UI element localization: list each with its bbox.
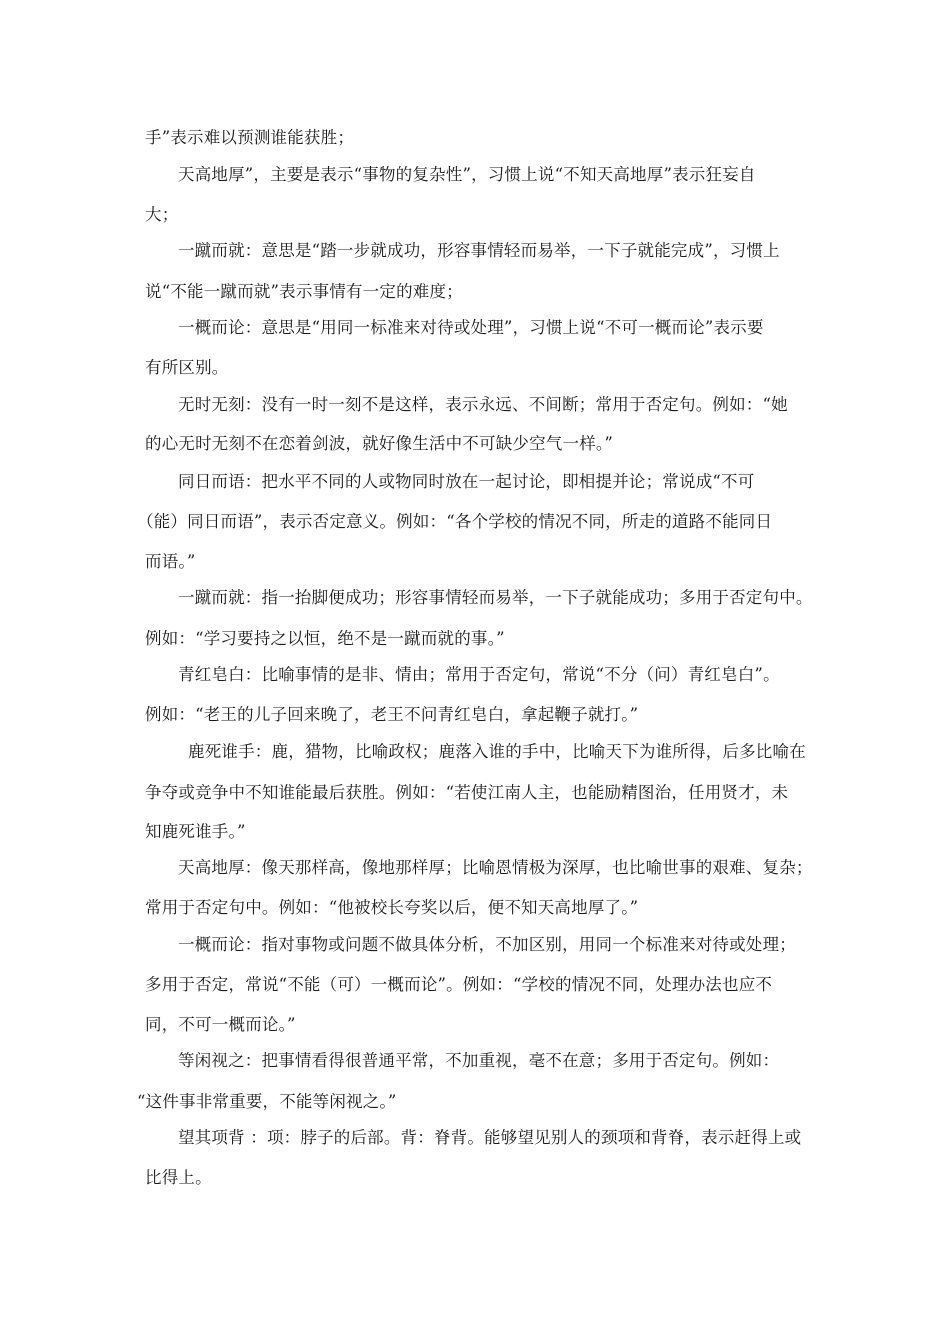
text-line: 无时无刻：没有一时一刻不是这样，表示永远、不间断；常用于否定句。例如：“她 [178,395,788,414]
text-line: 一概而论：意思是“用同一标准来对待或处理”，习惯上说“不可一概而论”表示要 [178,318,764,337]
text-line: 的心无时无刻不在恋着剑波，就好像生活中不可缺少空气一样。” [145,434,613,453]
text-line: 说“不能一蹴而就”表示事情有一定的难度； [145,282,463,301]
text-line: 天高地厚：像天那样高，像地那样厚；比喻恩情极为深厚，也比喻世事的艰难、复杂； [178,858,813,877]
text-line: 天高地厚”，主要是表示“事物的复杂性”，习惯上说“不知天高地厚”表示狂妄自 [178,165,756,184]
text-line: 常用于否定句中。例如：“他被校长夸奖以后，便不知天高地厚了。” [145,898,639,917]
text-line: 同，不可一概而论。” [145,1015,296,1034]
text-line: 一蹴而就：指一抬脚便成功；形容事情轻而易举，一下子就能成功；多用于否定句中。 [178,588,813,607]
text-line: 例如：“老王的儿子回来晚了，老王不问青红皂白，拿起鞭子就打。” [145,705,639,724]
text-line: 望其项背 ：项：脖子的后部。背：脊背。能够望见别人的颈项和背脊，表示赶得上或 [178,1128,802,1147]
text-line: 一蹴而就：意思是“踏一步就成功，形容事情轻而易举，一下子就能完成”，习惯上 [178,241,780,260]
text-line: 手”表示难以预测谁能获胜； [145,128,355,147]
text-line: “这件事非常重要，不能等闲视之。” [137,1092,397,1111]
text-line: 而语。” [145,552,196,571]
text-line: 青红皂白：比喻事情的是非、情由；常用于否定句，常说“不分（问）青红皂白”。 [178,665,780,684]
text-line: （能）同日而语”，表示否定意义。例如：“各个学校的情况不同，所走的道路不能同日 [137,512,773,531]
text-line: 等闲视之：把事情看得很普通平常，不加重视，毫不在意；多用于否定句。例如： [178,1051,780,1070]
text-line: 例如：“学习要持之以恒，绝不是一蹴而就的事。” [145,629,505,648]
text-line: 多用于否定，常说“不能（可）一概而论”。例如：“学校的情况不同，处理办法也应不 [145,975,773,994]
text-line: 知鹿死谁手。” [145,822,246,841]
text-line: 大； [145,205,179,224]
text-line: 一概而论：指对事物或问题不做具体分析，不加区别，用同一个标准来对待或处理； [178,935,796,954]
text-line: 有所区别。 [145,358,229,377]
text-line: 同日而语：把水平不同的人或物同时放在一起讨论，即相提并论；常说成“不可 [178,472,755,491]
text-line: 争夺或竞争中不知谁能最后获胜。例如：“若使江南人主，也能励精图治，任用贤才，未 [145,783,789,802]
text-line: 比得上。 [145,1168,212,1187]
text-line: 鹿死谁手：鹿，猎物，比喻政权；鹿落入谁的手中，比喻天下为谁所得，后多比喻在 [188,742,806,761]
